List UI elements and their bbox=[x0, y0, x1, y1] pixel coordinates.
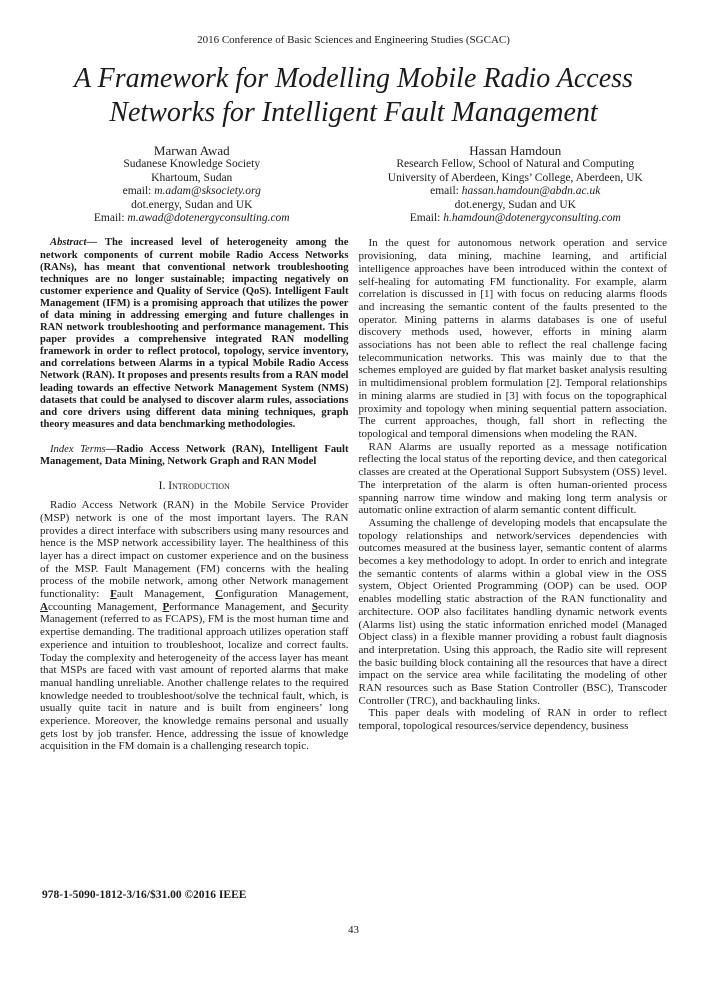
author-affiliation-secondary: dot.energy, Sudan and UK bbox=[131, 198, 253, 211]
body-paragraph: This paper deals with modeling of RAN in order to reflect temporal, topological resources/service dependency, business bbox=[358, 707, 667, 733]
author-name: Marwan Awad bbox=[153, 143, 230, 158]
intro-text: onfiguration Management, bbox=[223, 588, 349, 601]
email-label: Email: bbox=[93, 212, 128, 225]
body-paragraph: Assuming the challenge of developing models that encapsulate the topology relationships and network/services dependencies with outcomes measured at the business layer, semantic content of alarms becomes a key methodology to adopt. In order to enrich and integrate the semantic contents of alarms within a global view in the OSS system, Object Oriented Programming (OOP) can be used. OOP enables modelling static abstraction of the RAN functionality and architecture. OOP also facilitates handling dynamic network events (Alarms list) using the static information enriched model (Managed Object class) in a flexible manner providing a robust fault diagnosis and interpretation. Using this approach, the Radio site will represent the basic building block containing all the resources that have a direct impact on the service area while facilitating the modeling of other RAN resources such as Base Station Controller (BSC), Transcoder Controller (TRC), and backhauling links. bbox=[358, 516, 667, 707]
section-title: Introduction bbox=[168, 480, 230, 493]
intro-text: ault Management, bbox=[116, 588, 216, 601]
intro-text: ecurity Management (referred to as FCAPS), FM is the most human time and expertise demanding. The traditional approach utilizes operation staff experience and intuition to troubleshoot, localize and correct faults. Today the complexity and heterogeneity of the access layer has meant that MSPs are faced with vast amount of reported alarms that make manual handling unreliable. Another challenge relates to the required knowledge needed to troubleshoot/solve the technical fault, which, is usually quite tacit in nature and is built from engineers’ long experience. Moreover, the knowledge remains personal and usually gets lost by job transfer. Hence, addressing the issue of knowledge acquisition in the FM domain is a challenging research topic. bbox=[40, 600, 349, 753]
author-affiliation: Sudanese Knowledge Society bbox=[123, 158, 261, 171]
author-location: University of Aberdeen, Kings’ College, Aberdeen, UK bbox=[387, 171, 643, 184]
author-block-left bbox=[30, 144, 354, 225]
author-section bbox=[30, 144, 677, 225]
abstract-text: The increased level of heterogeneity among the network components of current mobile Radio Access Networks (RANs), has meant that conventional network troubleshooting techniques are no longer sustainable; impacting negatively on customer experience and Quality of Service (QoS). Intelligent Fault Management (IFM) is a promising approach that utilizes the power of data mining in addressing emerging and future challenges in RAN network troubleshooting and performance management. This paper provides a comprehensive integrated RAN modelling framework in order to reflect protocol, topology, service inventory, and correlations between Alarms in a typical Mobile Radio Access Network (RAN). It proposes and presents results from a RAN model leading towards an effective Network Management System (NMS) datasets that could be analysed to discover alarm rules, associations and core drivers using different data mining techniques, graph theory measures and data benchmarking methodologies. bbox=[40, 237, 349, 430]
index-terms-label: Index Terms bbox=[50, 443, 106, 455]
author-location: Khartoum, Sudan bbox=[151, 171, 233, 184]
email-address: h.hamdoun@dotenergyconsulting.com bbox=[443, 212, 621, 225]
author-email-line bbox=[354, 185, 678, 198]
fcaps-letter-f: F bbox=[110, 588, 117, 601]
fcaps-letter-p: P bbox=[162, 600, 170, 613]
section-heading-introduction bbox=[40, 480, 349, 492]
email-label: Email: bbox=[409, 212, 444, 225]
body-paragraph: RAN Alarms are usually reported as a message notification reflecting the local status of the reporting device, and then categorical classes are created at the Operational Support Subsystem (OSS) level. The interpretation of the alarm is often human-oriented process spanning narrow time window and making long term analysis or automatic online extraction of alarm semantic content difficult. bbox=[358, 440, 667, 517]
left-column bbox=[40, 237, 349, 753]
fcaps-letter-a: A bbox=[40, 600, 48, 613]
intro-text: ccounting Management, bbox=[47, 600, 163, 613]
author-name: Hassan Hamdoun bbox=[469, 143, 562, 158]
email-address: hassan.hamdoun@abdn.ac.uk bbox=[461, 185, 601, 198]
copyright-notice: 978-1-5090-1812-3/16/$31.00 ©2016 IEEE bbox=[42, 889, 247, 901]
index-terms-paragraph bbox=[40, 444, 349, 468]
email-label: email: bbox=[122, 185, 155, 198]
index-terms-text: —Radio Access Network (RAN), Intelligent Fault Management, Data Mining, Network Graph and RAN Model bbox=[40, 443, 349, 468]
intro-text: Radio Access Network (RAN) in the Mobile Service Provider (MSP) network is one of the most important layers. The RAN provides a direct interface with subscribers using many resources and hence is the MSP network accessibility layer. The healthiness of this layer has a direct impact on customer experience and on the business of the MSP. Fault Management (FM) concerns with the healing process of the mobile network, among other Network management functionality: bbox=[40, 499, 349, 601]
section-number: I. bbox=[158, 480, 169, 493]
author-email-line-secondary bbox=[354, 212, 678, 225]
intro-text: erformance Management, and bbox=[169, 600, 312, 613]
page-number: 43 bbox=[348, 924, 359, 936]
right-column bbox=[359, 237, 668, 753]
author-affiliation: Research Fellow, School of Natural and Computing bbox=[396, 158, 635, 171]
author-affiliation-secondary: dot.energy, Sudan and UK bbox=[454, 198, 576, 211]
paper-title: A Framework for Modelling Mobile Radio Access Networks for Intelligent Fault Management bbox=[74, 63, 633, 128]
conference-header: 2016 Conference of Basic Sciences and Engineering Studies (SGCAC) bbox=[197, 34, 510, 46]
body-paragraph: In the quest for autonomous network operation and service provisioning, data mining, machine learning, and artificial intelligence approaches have been introduced within the context of self-healing for automating FM functionality. For example, alarm correlation is discussed in [1] with focus on reducing alarms floods and increasing the semantic content of the faults presented to the operator. Mining patterns in alarms databases is one of useful discovery methods used, however, efforts in mining alarm associations has not been able to reflect the real challenge facing telecommunication networks. This was mainly due to that the schemes employed are guided by flat market basket analysis resulting in multidimensional problem formulation [2]. Temporal relationships in mining alarms are studied in [3] with focus on the topographical proximity and topology when mining sequential pattern association. The current approaches, though, fall short in reflecting the topological and temporal dimensions when modeling the RAN. bbox=[358, 237, 667, 440]
email-address: m.adam@sksociety.org bbox=[154, 185, 261, 198]
fcaps-letter-s: S bbox=[311, 600, 318, 613]
abstract-paragraph bbox=[40, 237, 349, 431]
author-email-line bbox=[30, 185, 354, 198]
email-label: email: bbox=[430, 185, 462, 198]
introduction-paragraph bbox=[40, 499, 349, 753]
email-address: m.awad@dotenergyconsulting.com bbox=[127, 212, 290, 225]
two-column-body bbox=[0, 237, 707, 753]
author-email-line-secondary bbox=[30, 212, 354, 225]
author-block-right bbox=[354, 144, 678, 225]
abstract-label: Abstract— bbox=[50, 237, 98, 249]
fcaps-letter-c: C bbox=[215, 588, 224, 601]
